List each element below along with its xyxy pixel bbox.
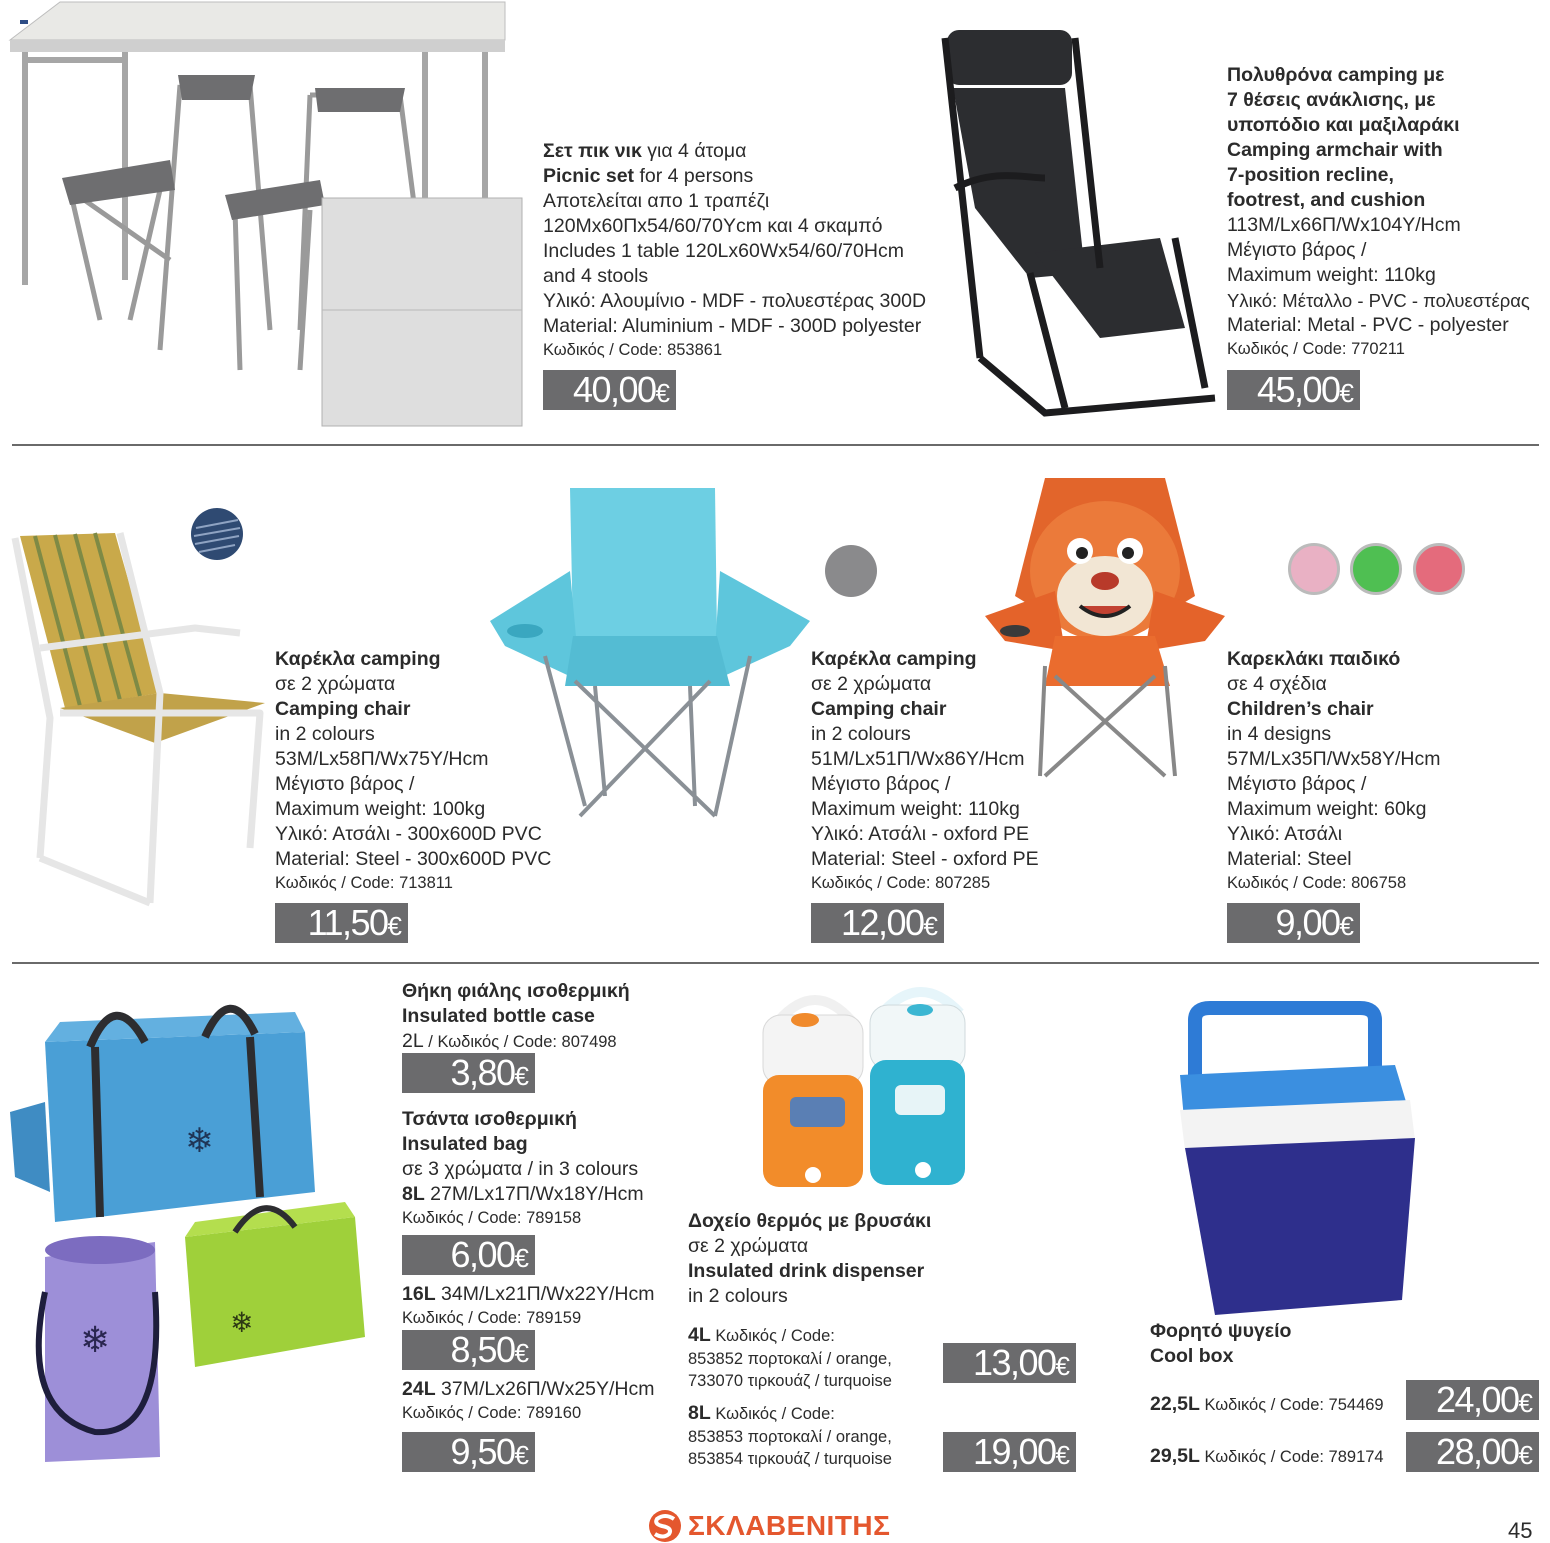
picnic-set-text — [543, 139, 926, 361]
dispenser-sub-en: in 2 colours — [688, 1285, 788, 1307]
childrens-chair-sub-en: in 4 designs — [1227, 723, 1332, 745]
childrens-chair-price: 9,00€ — [1227, 903, 1360, 943]
page-number: 45 — [1508, 1518, 1533, 1543]
dispenser-variant-code: Κωδικός / Code: — [710, 1405, 835, 1423]
insulated-bag-title-gr: Τσάντα ισοθερμική — [402, 1108, 577, 1130]
dispenser-variant-size: 8L — [688, 1402, 711, 1424]
cool-box-variant-code: Κωδικός / Code: 754469 — [1199, 1396, 1384, 1414]
chair2-desc: Μέγιστο βάρος / — [811, 773, 951, 795]
dispenser-title-en: Insulated drink dispenser — [688, 1260, 925, 1282]
camping-chair-2-image — [485, 486, 815, 828]
chair1-title-en: Camping chair — [275, 698, 411, 720]
picnic-set-title-en: Picnic set — [543, 165, 635, 187]
armchair-title: 7-position recline, — [1227, 164, 1394, 186]
drink-dispenser-text — [688, 1209, 931, 1309]
cool-box-image — [1170, 1000, 1420, 1320]
picnic-set-desc: Includes 1 table 120Lx60Wx54/60/70Hcm — [543, 240, 904, 262]
chair1-desc: 53Μ/Lx58Π/Wx75Υ/Hcm — [275, 748, 489, 770]
dispenser-variant-code: 853852 πορτοκαλί / orange, — [688, 1350, 892, 1368]
bottle-case-title-gr: Θήκη φιάλης ισοθερμική — [402, 980, 630, 1002]
picnic-set-desc: Αποτελείται απο 1 τραπέζι — [543, 190, 770, 212]
bottle-case-code: / Κωδικός / Code: 807498 — [423, 1033, 617, 1051]
chair1-sub-en: in 2 colours — [275, 723, 375, 745]
picnic-set-title-gr-rest: για 4 άτομα — [641, 140, 747, 162]
svg-text:❄: ❄ — [230, 1306, 254, 1339]
divider — [12, 444, 1539, 446]
insulated-bag-8l-price: 6,00€ — [402, 1235, 535, 1275]
insulated-bag-text — [402, 1107, 644, 1229]
chair1-sub-gr: σε 2 χρώματα — [275, 673, 396, 695]
bag-variant-size: 8L — [402, 1183, 425, 1205]
chair2-desc: 51Μ/Lx51Π/Wx86Υ/Hcm — [811, 748, 1025, 770]
cool-box-22l-price: 24,00€ — [1406, 1380, 1539, 1420]
bag-variant-code: Κωδικός / Code: 789159 — [402, 1309, 582, 1327]
childrens-chair-swatch-frog — [1350, 543, 1402, 595]
childrens-chair-desc: Maximum weight: 60kg — [1227, 798, 1427, 820]
chair2-title-gr: Καρέκλα camping — [811, 648, 977, 670]
cool-box-29l-price: 28,00€ — [1406, 1432, 1539, 1472]
bottle-case-size: 2L — [402, 1030, 424, 1052]
chair1-desc: Maximum weight: 100kg — [275, 798, 486, 820]
dispenser-variant-code: Κωδικός / Code: — [710, 1327, 835, 1345]
childrens-chair-title-gr: Καρεκλάκι παιδικό — [1227, 648, 1401, 670]
bag-variant-size: 24L — [402, 1378, 436, 1400]
dispenser-variant-code: 853853 πορτοκαλί / orange, — [688, 1428, 892, 1446]
chair2-title-en: Camping chair — [811, 698, 947, 720]
cool-box-22l-text — [1150, 1392, 1384, 1417]
chair2-desc: Material: Steel - oxford PE — [811, 848, 1039, 870]
picnic-set-title-gr: Σετ πικ νικ — [543, 140, 642, 162]
cool-box-variant-size: 22,5L — [1150, 1393, 1200, 1415]
armchair-title: Πολυθρόνα camping με — [1227, 64, 1445, 86]
cool-box-title-en: Cool box — [1150, 1345, 1234, 1367]
insulated-bag-16l-text — [402, 1282, 655, 1329]
chair2-desc: Maximum weight: 110kg — [811, 798, 1020, 820]
insulated-bag-sub: σε 3 χρώματα / in 3 colours — [402, 1158, 639, 1180]
insulated-bag-24l-text — [402, 1377, 655, 1424]
svg-text:❄: ❄ — [80, 1320, 111, 1361]
picnic-set-price: 40,00€ — [543, 370, 676, 410]
chair1-code: Κωδικός / Code: 713811 — [275, 874, 453, 892]
dispenser-4l-text — [688, 1323, 892, 1392]
cool-box-29l-text — [1150, 1444, 1384, 1469]
picnic-set-desc: 120Μx60Πx54/60/70Ycm και 4 σκαμπό — [543, 215, 883, 237]
childrens-chair-title-en: Children’s chair — [1227, 698, 1374, 720]
bag-variant-dims: 37Μ/Lx26Π/Wx25Υ/Hcm — [435, 1378, 655, 1400]
bottle-case-text — [402, 979, 630, 1054]
chair1-desc: Material: Steel - 300x600D PVC — [275, 848, 552, 870]
camping-armchair-image — [935, 28, 1225, 423]
insulated-bag-24l-price: 9,50€ — [402, 1432, 535, 1472]
picnic-set-image — [0, 0, 530, 430]
chair2-desc: Υλικό: Ατσάλι - oxford PE — [811, 823, 1029, 845]
sklavenitis-logo-icon — [648, 1509, 682, 1543]
bag-variant-code: Κωδικός / Code: 789158 — [402, 1209, 582, 1227]
camping-armchair-price: 45,00€ — [1227, 370, 1360, 410]
camping-chair-2-price: 12,00€ — [811, 903, 944, 943]
armchair-title: footrest, and cushion — [1227, 189, 1426, 211]
chair2-sub-gr: σε 2 χρώματα — [811, 673, 932, 695]
chair1-desc: Μέγιστο βάρος / — [275, 773, 415, 795]
childrens-chair-code: Κωδικός / Code: 806758 — [1227, 874, 1407, 892]
insulated-bags-image — [5, 992, 375, 1467]
armchair-desc: Υλικό: Μέταλλο - PVC - πολυεστέρας — [1227, 290, 1530, 311]
armchair-title: 7 θέσεις ανάκλισης, με — [1227, 89, 1436, 111]
drink-dispenser-image — [755, 985, 975, 1200]
armchair-title: Camping armchair with — [1227, 139, 1443, 161]
insulated-bag-title-en: Insulated bag — [402, 1133, 528, 1155]
camping-armchair-text — [1227, 63, 1530, 360]
bag-variant-size: 16L — [402, 1283, 436, 1305]
dispenser-8l-text — [688, 1401, 892, 1470]
camping-chair-1-colour-swatch — [191, 508, 243, 560]
childrens-chair-desc: Material: Steel — [1227, 848, 1352, 870]
camping-chair-2-colour-swatch — [825, 545, 877, 597]
armchair-desc: 113Μ/Lx66Π/Wx104Υ/Hcm — [1227, 214, 1461, 236]
dispenser-variant-size: 4L — [688, 1324, 711, 1346]
armchair-desc: Maximum weight: 110kg — [1227, 264, 1436, 286]
dispenser-4l-price: 13,00€ — [943, 1343, 1076, 1383]
dispenser-variant-code: 733070 τιρκουάζ / turquoise — [688, 1372, 892, 1390]
armchair-code: Κωδικός / Code: 770211 — [1227, 340, 1405, 358]
camping-chair-1-price: 11,50€ — [275, 903, 408, 943]
childrens-chair-desc: Υλικό: Ατσάλι — [1227, 823, 1343, 845]
bag-variant-code: Κωδικός / Code: 789160 — [402, 1404, 582, 1422]
childrens-chair-swatch-unicorn — [1413, 543, 1465, 595]
svg-text:❄: ❄ — [185, 1121, 214, 1161]
childrens-chair-swatch-pig — [1288, 543, 1340, 595]
picnic-set-code: Κωδικός / Code: 853861 — [543, 341, 723, 359]
brand-logo — [648, 1509, 890, 1543]
dispenser-sub-gr: σε 2 χρώματα — [688, 1235, 809, 1257]
dispenser-variant-code: 853854 τιρκουάζ / turquoise — [688, 1450, 892, 1468]
picnic-set-desc: Material: Aluminium - MDF - 300D polyester — [543, 315, 922, 337]
dispenser-title-gr: Δοχείο θερμός με βρυσάκι — [688, 1210, 932, 1232]
childrens-chair-sub-gr: σε 4 σχέδια — [1227, 673, 1327, 695]
cool-box-title-gr: Φορητό ψυγείο — [1150, 1320, 1292, 1342]
dispenser-8l-price: 19,00€ — [943, 1432, 1076, 1472]
cool-box-variant-code: Κωδικός / Code: 789174 — [1199, 1448, 1384, 1466]
bag-variant-dims: 27Μ/Lx17Π/Wx18Υ/Hcm — [424, 1183, 644, 1205]
picnic-set-title-en-rest: for 4 persons — [634, 165, 754, 187]
bag-variant-dims: 34Μ/Lx21Π/Wx22Υ/Hcm — [435, 1283, 655, 1305]
childrens-chair-text — [1227, 647, 1440, 894]
chair2-code: Κωδικός / Code: 807285 — [811, 874, 991, 892]
armchair-title: υποπόδιο και μαξιλαράκι — [1227, 114, 1460, 136]
cool-box-text — [1150, 1319, 1291, 1369]
chair1-title-gr: Καρέκλα camping — [275, 648, 441, 670]
insulated-bag-16l-price: 8,50€ — [402, 1330, 535, 1370]
chair1-desc: Υλικό: Ατσάλι - 300x600D PVC — [275, 823, 542, 845]
armchair-desc: Μέγιστο βάρος / — [1227, 239, 1367, 261]
chair2-sub-en: in 2 colours — [811, 723, 911, 745]
bottle-case-price: 3,80€ — [402, 1053, 535, 1093]
picnic-set-desc: and 4 stools — [543, 265, 649, 287]
divider — [12, 962, 1539, 964]
armchair-desc: Material: Metal - PVC - polyester — [1227, 314, 1509, 336]
childrens-chair-image — [985, 476, 1225, 786]
childrens-chair-desc: 57Μ/Lx35Π/Wx58Υ/Hcm — [1227, 748, 1441, 770]
brand-name: ΣΚΛΑΒΕΝΙΤΗΣ — [688, 1510, 891, 1541]
camping-chair-1-image — [0, 528, 270, 913]
cool-box-variant-size: 29,5L — [1150, 1445, 1200, 1467]
childrens-chair-desc: Μέγιστο βάρος / — [1227, 773, 1367, 795]
picnic-set-desc: Υλικό: Αλουμίνιο - MDF - πολυεστέρας 300D — [543, 290, 927, 312]
bottle-case-title-en: Insulated bottle case — [402, 1005, 595, 1027]
